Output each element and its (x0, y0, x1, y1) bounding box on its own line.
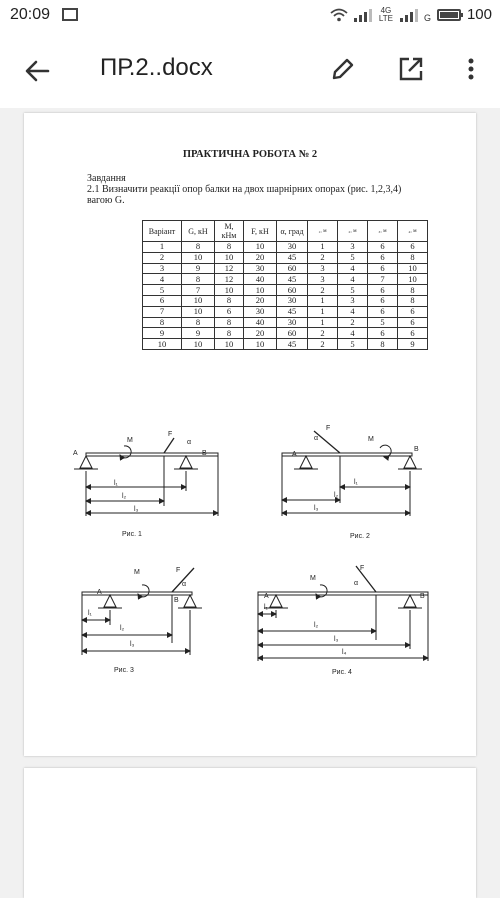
caption-fig-4: Рис. 4 (332, 669, 352, 676)
col-header: ₂, м (338, 221, 368, 242)
col-header: F, кН (244, 221, 277, 242)
label-moment: M (127, 437, 133, 444)
table-cell: 5 (143, 285, 182, 296)
label-l2: l₂ (314, 622, 319, 629)
table-cell: 8 (182, 317, 215, 328)
task-heading: Завдання (87, 173, 126, 184)
table-cell: 30 (277, 242, 308, 253)
label-l1: l₁ (88, 610, 92, 617)
table-cell: 10 (244, 285, 277, 296)
label-support-b: B (202, 450, 207, 457)
col-header: Варіант (143, 221, 182, 242)
figure-1 (74, 438, 218, 516)
table-cell: 30 (277, 317, 308, 328)
table-cell: 6 (398, 317, 428, 328)
table-cell: 40 (244, 317, 277, 328)
table-cell: 30 (244, 263, 277, 274)
image-notification-icon (62, 8, 78, 21)
table-cell: 10 (215, 285, 244, 296)
label-force: F (326, 425, 331, 432)
table-cell: 60 (277, 285, 308, 296)
table-cell: 10 (182, 252, 215, 263)
network-type-label: 4G LTE (378, 5, 393, 23)
table-cell: 10 (215, 252, 244, 263)
status-bar (0, 0, 500, 32)
label-moment: M (368, 436, 374, 443)
label-force: F (176, 567, 181, 574)
label-force: F (168, 431, 173, 438)
table-cell: 9 (182, 263, 215, 274)
label-l1: l₁ (354, 479, 358, 486)
label-angle: α (314, 435, 319, 442)
more-vert-icon[interactable] (456, 54, 486, 84)
table-cell: 10 (182, 306, 215, 317)
table-cell: 9 (182, 328, 215, 339)
table-cell: 10 (143, 339, 182, 350)
table-cell: 3 (338, 295, 368, 306)
table-cell: 4 (338, 274, 368, 285)
table-cell: 60 (277, 263, 308, 274)
table-cell: 6 (368, 242, 398, 253)
table-cell: 6 (368, 263, 398, 274)
col-header: α, град (277, 221, 308, 242)
table-cell: 4 (338, 328, 368, 339)
table-cell: 3 (308, 263, 338, 274)
table-cell: 30 (244, 306, 277, 317)
label-l3: l₃ (130, 641, 135, 648)
table-cell: 60 (277, 328, 308, 339)
table-cell: 8 (182, 242, 215, 253)
table-cell: 1 (308, 317, 338, 328)
signal-strength-icon (354, 8, 372, 22)
table-cell: 40 (244, 274, 277, 285)
signal-strength-icon-2 (400, 8, 418, 22)
document-page[interactable] (24, 113, 476, 756)
table-cell: 9 (398, 339, 428, 350)
table-cell: 45 (277, 274, 308, 285)
table-cell: 8 (398, 252, 428, 263)
table-cell: 6 (398, 242, 428, 253)
table-cell: 10 (182, 295, 215, 306)
table-cell: 45 (277, 339, 308, 350)
table-cell: 7 (182, 285, 215, 296)
table-cell: 45 (277, 306, 308, 317)
col-header: ₁, м (308, 221, 338, 242)
back-arrow-icon[interactable] (22, 56, 52, 86)
label-support-b: B (414, 446, 419, 453)
label-l4: l₄ (342, 649, 347, 656)
app-bar (0, 32, 500, 108)
table-cell: 10 (244, 242, 277, 253)
table-cell: 8 (143, 317, 182, 328)
table-cell: 2 (308, 285, 338, 296)
table-cell: 6 (368, 306, 398, 317)
label-moment: M (134, 569, 140, 576)
document-title: ПР.2..docx (100, 54, 213, 81)
label-angle: α (187, 439, 192, 446)
table-cell: 3 (338, 242, 368, 253)
label-l3: l₃ (134, 506, 139, 513)
caption-fig-3: Рис. 3 (114, 667, 134, 674)
figure-2 (282, 431, 422, 516)
table-cell: 45 (277, 252, 308, 263)
table-cell: 8 (182, 274, 215, 285)
col-header: ₃, м (368, 221, 398, 242)
label-support-a: A (292, 451, 297, 458)
table-cell: 5 (338, 285, 368, 296)
table-cell: 2 (308, 339, 338, 350)
table-cell: 8 (368, 339, 398, 350)
table-cell: 8 (215, 242, 244, 253)
document-page-2[interactable] (24, 768, 476, 898)
label-support-b: B (174, 597, 179, 604)
label-support-a: A (97, 589, 102, 596)
table-cell: 30 (277, 295, 308, 306)
table-cell: 8 (215, 295, 244, 306)
pencil-icon[interactable] (328, 54, 358, 84)
label-l2: l₂ (334, 492, 339, 499)
table-cell: 2 (308, 328, 338, 339)
caption-fig-1: Рис. 1 (122, 531, 142, 538)
label-l3: l₃ (334, 636, 339, 643)
table-cell: 6 (398, 306, 428, 317)
table-cell: 8 (398, 285, 428, 296)
table-cell: 1 (308, 306, 338, 317)
table-cell: 20 (244, 252, 277, 263)
figure-4 (258, 566, 428, 661)
table-cell: 4 (143, 274, 182, 285)
label-moment: M (310, 575, 316, 582)
table-cell: 5 (368, 317, 398, 328)
status-time: 20:09 (10, 6, 51, 23)
task-text: 2.1 Визначити реакції опор балки на двох шарнірних опорах (рис. 1,2,3,4) вагою G. (87, 184, 402, 206)
table-cell: 3 (143, 263, 182, 274)
battery-level: 100 (466, 6, 492, 23)
beam-figures (24, 113, 476, 756)
table-cell: 7 (143, 306, 182, 317)
table-cell: 12 (215, 274, 244, 285)
col-header: ₄, м (398, 221, 428, 242)
carrier-label: G (423, 12, 431, 23)
table-cell: 12 (215, 263, 244, 274)
table-cell: 6 (368, 285, 398, 296)
table-cell: 1 (143, 242, 182, 253)
table-cell: 1 (308, 242, 338, 253)
table-cell: 3 (308, 274, 338, 285)
table-cell: 6 (368, 295, 398, 306)
table-cell: 7 (368, 274, 398, 285)
label-l3: l₃ (314, 505, 319, 512)
table-cell: 6 (215, 306, 244, 317)
table-cell: 6 (398, 328, 428, 339)
table-cell: 10 (244, 339, 277, 350)
battery-icon (437, 9, 461, 21)
col-header: G, кН (182, 221, 215, 242)
label-l1: l₁ (264, 604, 268, 611)
label-support-a: A (73, 450, 78, 457)
label-l2: l₂ (122, 493, 127, 500)
table-cell: 20 (244, 295, 277, 306)
table-cell: 6 (368, 252, 398, 263)
table-cell: 10 (182, 339, 215, 350)
label-force: F (360, 565, 365, 572)
table-cell: 20 (244, 328, 277, 339)
wifi-icon (330, 8, 348, 22)
table-cell: 1 (308, 295, 338, 306)
label-l2: l₂ (120, 625, 125, 632)
table-cell: 10 (215, 339, 244, 350)
table-cell: 2 (143, 252, 182, 263)
col-header: M, кНм (215, 221, 244, 242)
table-cell: 8 (398, 295, 428, 306)
table-cell: 5 (338, 252, 368, 263)
open-in-new-icon[interactable] (396, 54, 426, 84)
label-l1: l₁ (114, 480, 118, 487)
table-cell: 10 (398, 263, 428, 274)
table-cell: 2 (308, 252, 338, 263)
table-cell: 5 (338, 339, 368, 350)
caption-fig-2: Рис. 2 (350, 533, 370, 540)
table-cell: 6 (143, 295, 182, 306)
table-cell: 4 (338, 306, 368, 317)
label-support-a: A (264, 593, 269, 600)
table-cell: 9 (143, 328, 182, 339)
table-cell: 10 (398, 274, 428, 285)
table-cell: 8 (215, 328, 244, 339)
doc-heading: ПРАКТИЧНА РОБОТА № 2 (182, 149, 318, 160)
label-angle: α (354, 580, 359, 587)
status-indicators (330, 6, 492, 23)
table-cell: 2 (338, 317, 368, 328)
label-angle: α (182, 581, 187, 588)
label-support-b: B (420, 593, 425, 600)
table-cell: 8 (215, 317, 244, 328)
table-cell: 6 (368, 328, 398, 339)
table-cell: 4 (338, 263, 368, 274)
